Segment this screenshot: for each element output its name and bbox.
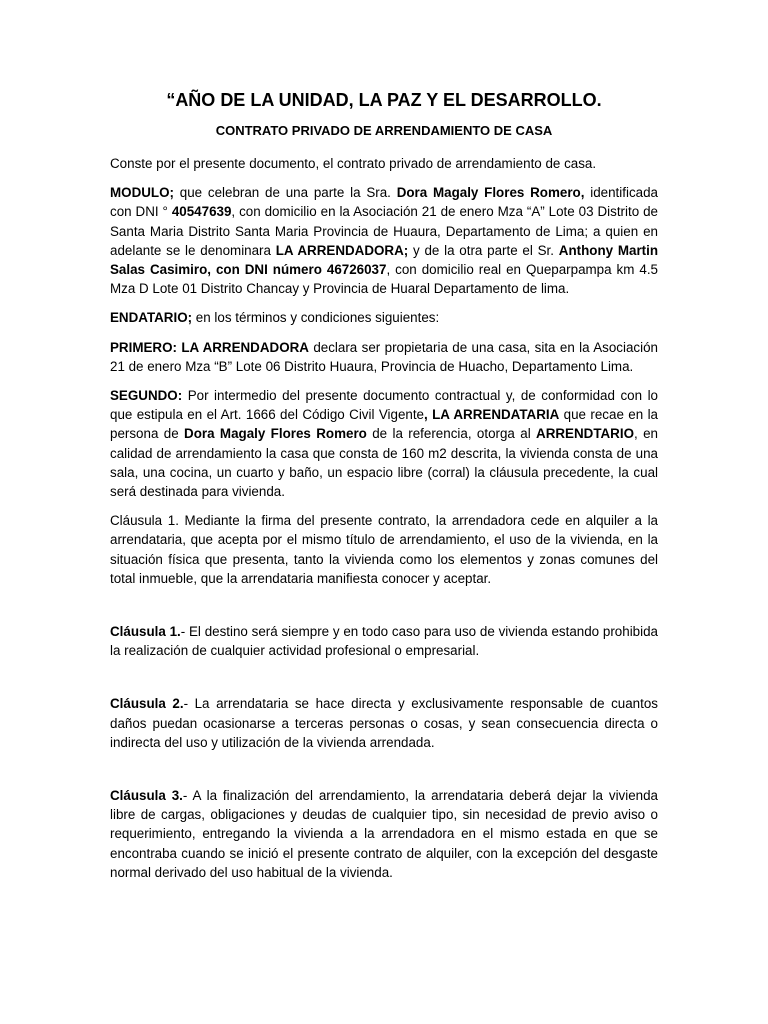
- modulo-paragraph: [110, 183, 658, 298]
- clausula-2-paragraph: [110, 694, 658, 752]
- document-title: “AÑO DE LA UNIDAD, LA PAZ Y EL DESARROLLO.: [166, 90, 602, 110]
- segundo-text-3: de la referencia, otorga al: [366, 426, 537, 442]
- clausula-2-text: - La arrendataria se hace directa y exclusivamente responsable de cuantos daños puedan ocasionarse a terceras personas o cosas, y sean consecuencia directa o indirecta del uso y utilización de la vivienda arrendada.: [110, 696, 658, 750]
- modulo-text-5: , con domicilio real en Queparpampa km 4.5 Mza D Lote 01 Distrito Chancay y Provincia de Huaral Departamento de lima.: [110, 262, 658, 297]
- clausula-3-paragraph: [110, 786, 658, 882]
- segundo-role-1: , LA ARRENDATARIA: [424, 407, 560, 423]
- segundo-label: SEGUNDO:: [110, 388, 183, 404]
- modulo-text-3: , con domicilio en la Asociación 21 de enero Mza “A” Lote 03 Distrito de Santa Maria Distrito Santa Maria Provincia de Huaura, Departamento de Lima; a quien en adelante se le denominara: [110, 204, 658, 258]
- lessor-role: LA ARRENDADORA;: [275, 242, 409, 258]
- lessee-name: Anthony Martin Salas Casimiro, con DNI número 46726037: [110, 242, 659, 278]
- segundo-text-2: que recae en la persona de: [110, 407, 658, 442]
- modulo-text-1: que celebran de una parte la Sra.: [173, 185, 397, 201]
- clausula-intro-paragraph: Cláusula 1. Mediante la firma del presente contrato, la arrendadora cede en alquiler a la arrendataria, que acepta por el mismo título de arrendamiento, el uso de la vivienda, en la situación física que presenta, tanto la vivienda como los elementos y zonas comunes del total inmueble, que la arrendataria manifiesta conocer y aceptar.: [110, 513, 658, 586]
- document-page: [110, 88, 658, 892]
- modulo-label: MODULO;: [110, 185, 174, 201]
- lessor-name: Dora Magaly Flores Romero,: [396, 185, 585, 201]
- lessor-dni: 40547639: [171, 204, 232, 220]
- intro-paragraph: Conste por el presente documento, el contrato privado de arrendamiento de casa.: [110, 156, 597, 171]
- endatario-text: en los términos y condiciones siguientes:: [192, 310, 440, 326]
- clausula-1-text: - El destino será siempre y en todo caso para uso de vivienda estando prohibida la realización de cualquier actividad profesional o empresarial.: [110, 624, 658, 659]
- segundo-text-4: , en calidad de arrendamiento la casa que consta de 160 m2 descrita, la vivienda consta de una sala, una cocina, un cuarto y baño, un espacio libre (corral) la cláusula precedente, la cual será destinada para vivienda.: [110, 426, 658, 500]
- primero-paragraph: [110, 338, 658, 376]
- clausula-1-paragraph: [110, 622, 658, 660]
- endatario-paragraph: [110, 308, 658, 327]
- modulo-text-4: y de la otra parte el Sr.: [408, 242, 559, 258]
- clausula-3-text: - A la finalización del arrendamiento, la arrendataria deberá dejar la vivienda libre de cargas, obligaciones y deudas de cualquier tipo, sin necesidad de previo aviso o requerimiento, entregando la vivienda a la arrendadora en el mismo estada en que se encontraba cuando se inició el presente contrato de alquiler, con la excepción del desgaste normal derivado del uso habitual de la vivienda.: [110, 788, 658, 880]
- modulo-text-2: identificada con DNI °: [110, 185, 658, 220]
- clausula-3-label: Cláusula 3.: [110, 788, 183, 804]
- segundo-role-2: ARRENDTARIO: [536, 426, 634, 442]
- document-subtitle: CONTRATO PRIVADO DE ARRENDAMIENTO DE CASA: [215, 123, 553, 138]
- segundo-text-1: Por intermedio del presente documento contractual y, de conformidad con lo que estipula en el Art. 1666 del Código Civil Vigente: [110, 388, 658, 423]
- clausula-2-label: Cláusula 2.: [110, 696, 184, 712]
- endatario-label: ENDATARIO;: [110, 310, 193, 326]
- segundo-paragraph: [110, 386, 658, 501]
- segundo-name: Dora Magaly Flores Romero: [184, 426, 367, 442]
- primero-text: declara ser propietaria de una casa, sita en la Asociación 21 de enero Mza “B” Lote 06 Distrito Huaura, Provincia de Huacho, Departamento Lima.: [110, 339, 658, 374]
- primero-label: PRIMERO: LA ARRENDADORA: [110, 339, 309, 355]
- clausula-1-label: Cláusula 1.: [110, 624, 181, 640]
